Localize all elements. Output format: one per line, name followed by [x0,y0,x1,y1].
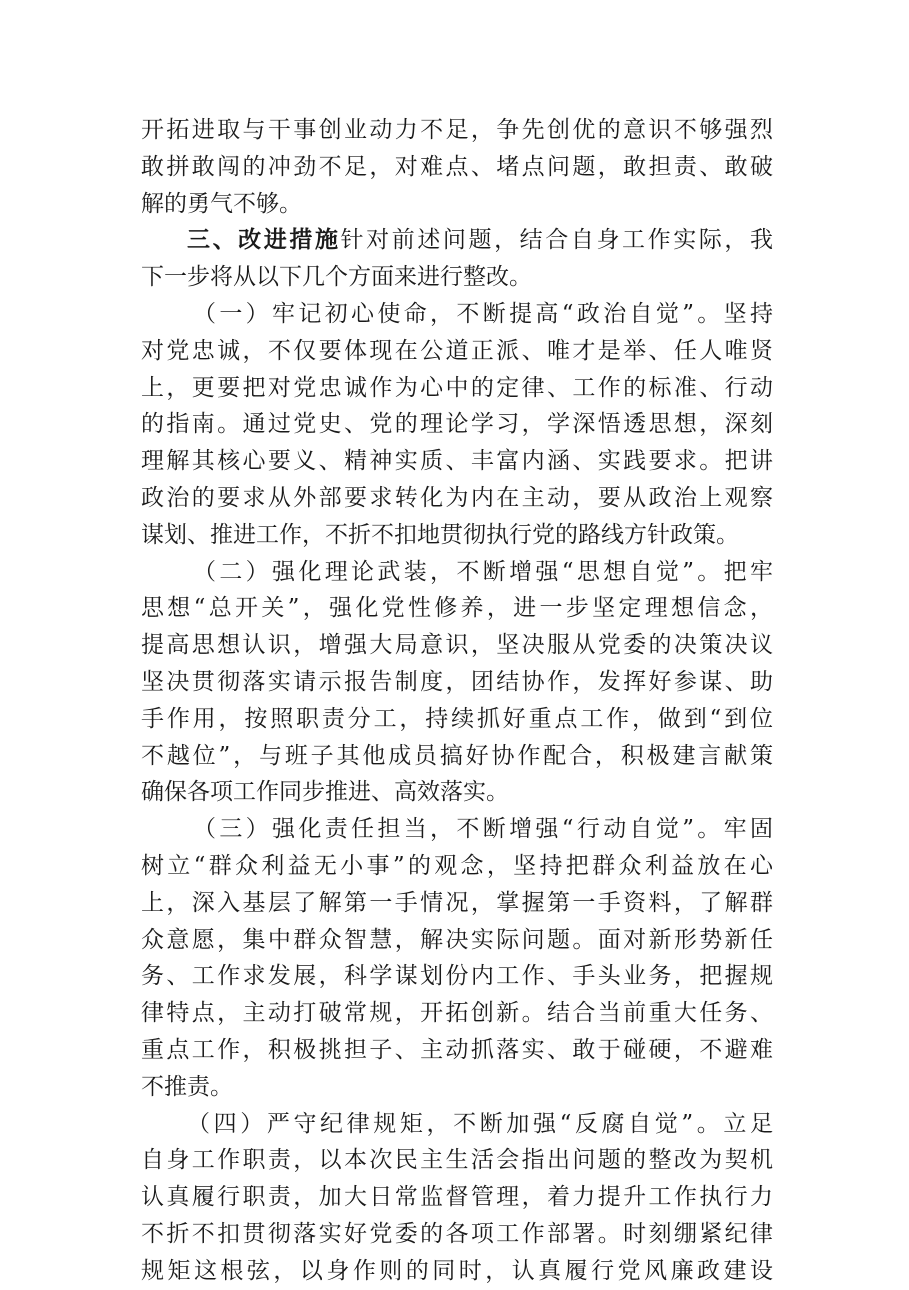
section-paragraph [141,222,773,296]
paragraph [141,554,773,812]
paragraph [141,811,773,1105]
document-body [141,112,773,1290]
text-line: 众意愿，集中群众智慧，解决实际问题。面对新形势新任 [141,926,773,953]
text-line: 上，更要把对党忠诚作为心中的定律、工作的标准、行动 [141,374,773,401]
text-line: 重点工作，积极挑担子、主动抓落实、敢于碰硬，不避难 [141,1036,773,1063]
text-line: （一）牢记初心使命，不断提高“政治自觉”。坚持 [193,300,773,327]
text-line: 的指南。通过党史、党的理论学习，学深悟透思想，深刻 [141,411,773,438]
text-line: 谋划、推进工作，不折不扣地贯彻执行党的路线方针政策。 [141,521,739,548]
text-line: 下一步将从以下几个方面来进行整改。 [141,264,532,291]
text-line: 敢拼敢闯的冲劲不足，对难点、堵点问题，敢担责、敢破 [141,153,773,180]
text-line: 上，深入基层了解第一手情况，掌握第一手资料，了解群 [141,889,773,916]
text-line: 务、工作求发展，科学谋划份内工作、手头业务，把握规 [141,963,773,990]
text-line: 确保各项工作同步推进、高效落实。 [141,779,509,806]
text-line: 自身工作职责，以本次民主生活会指出问题的整改为契机 [141,1147,773,1174]
text-line: 提高思想认识，增强大局意识，坚决服从党委的决策决议 [141,632,773,659]
text-line: 思想“总开关”，强化党性修养，进一步坚定理想信念， [141,595,773,622]
text-line: 坚决贯彻落实请示报告制度，团结协作，发挥好参谋、助 [141,668,773,695]
paragraph [141,296,773,554]
paragraph [141,1106,773,1290]
text-line: 规矩这根弦，以身作则的同时，认真履行党风廉政建设 [141,1257,773,1284]
text-line: （三）强化责任担当，不断增强“行动自觉”。牢固 [193,816,773,843]
text-line: 树立“群众利益无小事”的观念，坚持把群众利益放在心 [141,852,773,879]
text-line [141,222,773,259]
text-line: （二）强化理论武装，不断增强“思想自觉”。把牢 [193,558,773,585]
text-line: 开拓进取与干事创业动力不足，争先创优的意识不够强烈 [141,117,773,143]
text-line: 手作用，按照职责分工，持续抓好重点工作，做到“到位 [141,705,773,732]
text-line: 对党忠诚，不仅要体现在公道正派、唯才是举、任人唯贤 [141,337,773,364]
paragraph [141,112,773,222]
text-line: 理解其核心要义、精神实质、丰富内涵、实践要求。把讲 [141,448,773,475]
text-line: 政治的要求从外部要求转化为内在主动，要从政治上观察 [141,484,773,511]
text-line: 不推责。 [141,1073,233,1100]
text-line: 解的勇气不够。 [141,190,302,217]
text-line: 不越位”，与班子其他成员搞好协作配合，积极建言献策 [141,742,773,769]
section-intro: 针对前述问题，结合自身工作实际，我 [340,227,773,254]
text-line: （四）严守纪律规矩，不断加强“反腐自觉”。立足 [187,1110,773,1137]
section-heading: 三、改进措施 [187,226,341,254]
text-line: 不折不扣贯彻落实好党委的各项工作部署。时刻绷紧纪律 [141,1220,773,1247]
text-line: 律特点，主动打破常规，开拓创新。结合当前重大任务、 [141,1000,773,1027]
text-line: 认真履行职责，加大日常监督管理，着力提升工作执行力 [141,1184,773,1211]
